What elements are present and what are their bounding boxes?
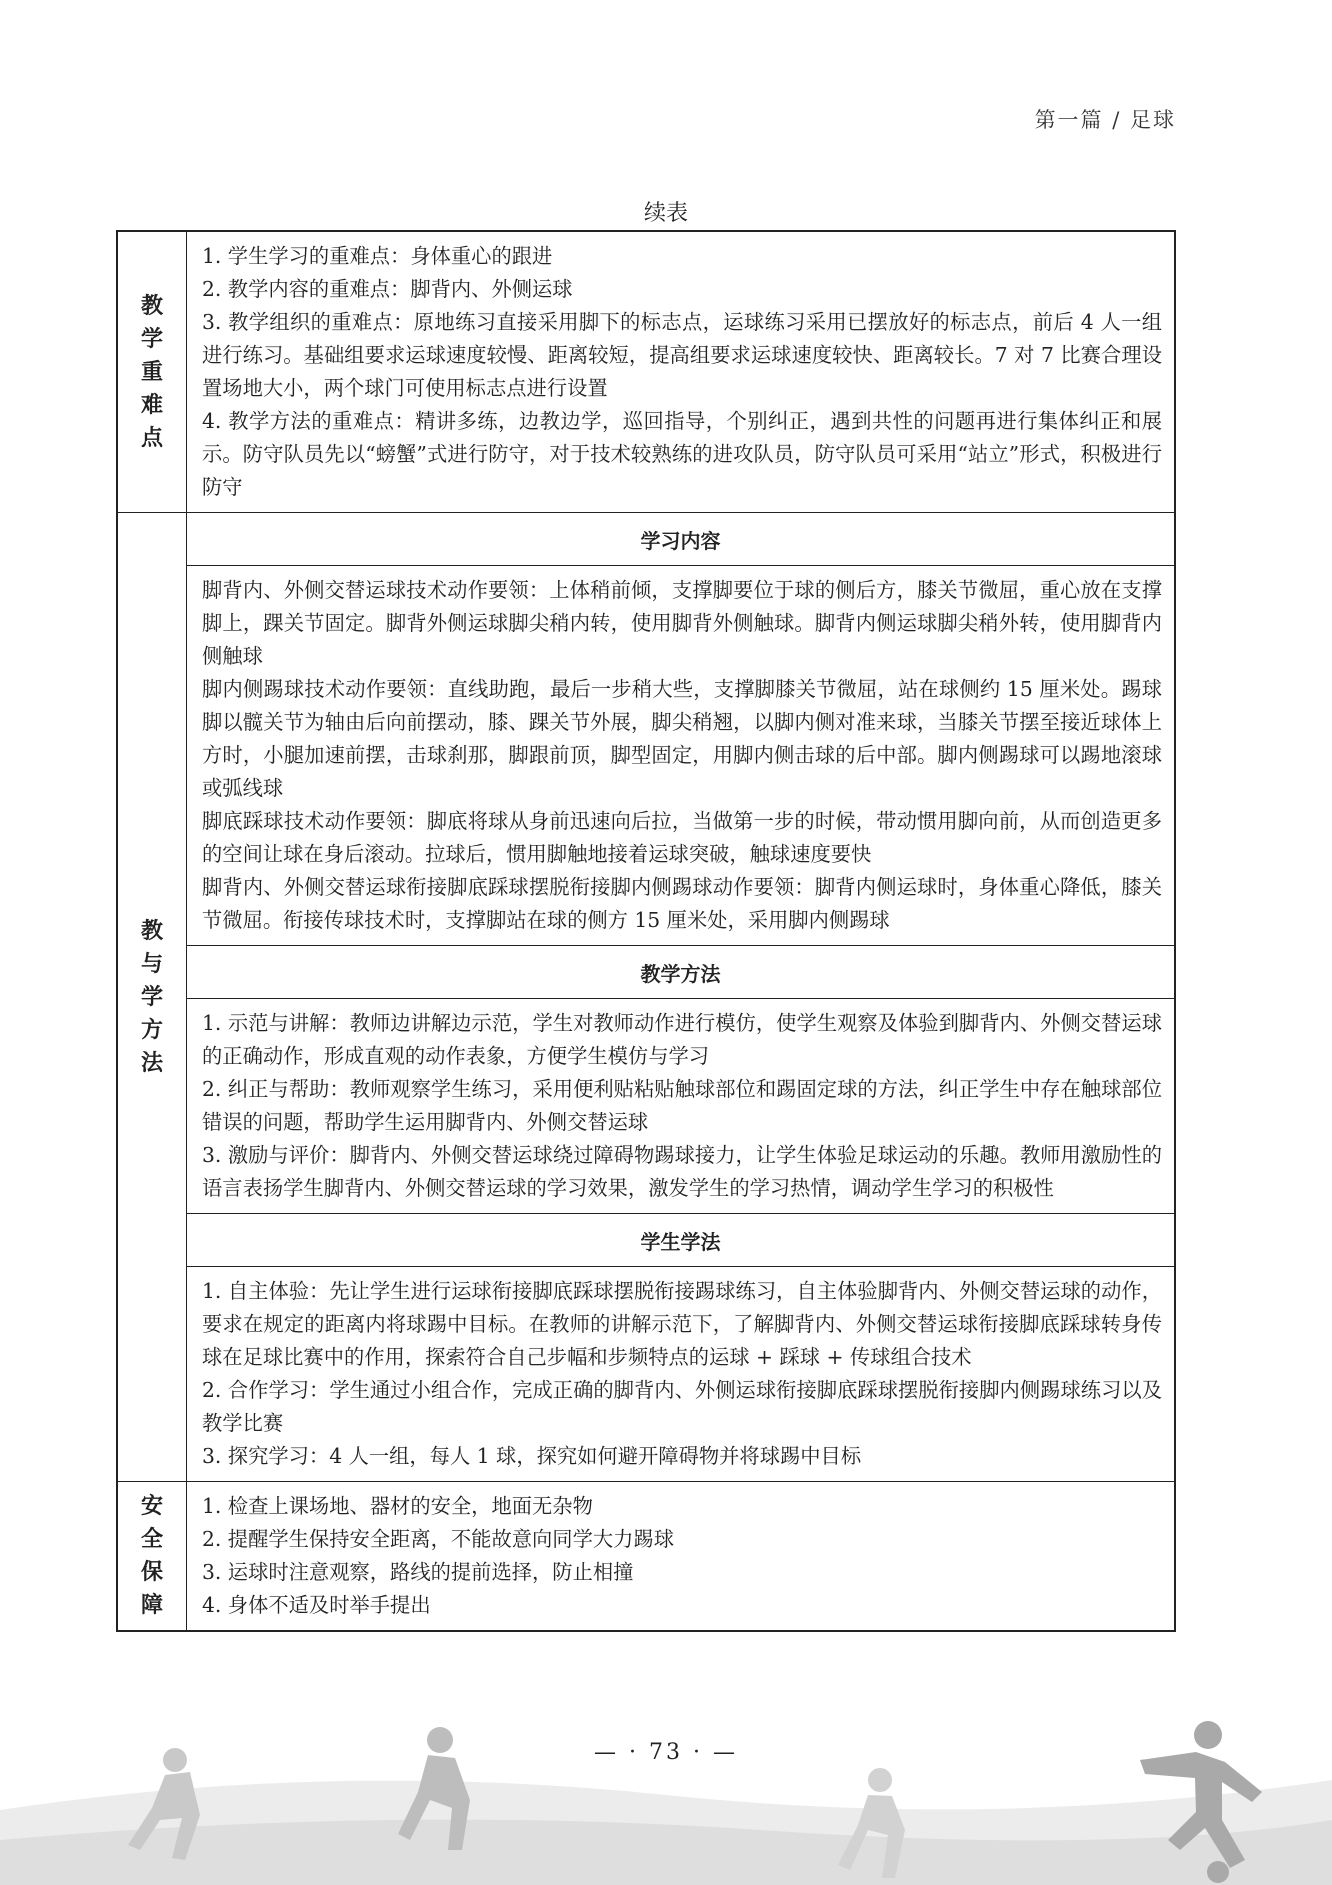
student-method-row <box>117 1267 1175 1482</box>
label-char: 重 <box>140 359 163 385</box>
methods-subhead-row <box>117 513 1175 566</box>
learning-content-row <box>117 566 1175 946</box>
label-char: 学 <box>140 984 163 1010</box>
text-line: 3. 探究学习：4 人一组，每人 1 球，探究如何避开障碍物并将球踢中目标 <box>202 1444 862 1468</box>
running-head: 第一篇 / 足球 <box>1034 108 1176 132</box>
text-line: 1. 示范与讲解：教师边讲解边示范，学生对教师动作进行模仿，使学生观察及体验到脚背内、外侧交替运球的正确动作，形成直观的动作表象，方便学生模仿与学习 <box>202 1011 1162 1068</box>
text-line: 脚底踩球技术动作要领：脚底将球从身前迅速向后拉，当做第一步的时候，带动惯用脚向前，从而创造更多的空间让球在身后滚动。拉球后，惯用脚触地接着运球突破，触球速度要快 <box>202 809 1162 866</box>
difficulty-content <box>187 231 1176 513</box>
teaching-method-row <box>117 999 1175 1214</box>
label-char: 与 <box>140 951 163 977</box>
text-line: 1. 自主体验：先让学生进行运球衔接脚底踩球摆脱衔接踢球练习，自主体验脚背内、外侧交替运球的动作，要求在规定的距离内将球踢中目标。在教师的讲解示范下，了解脚背内、外侧交替运球衔接脚底踩球转身传球在足球比赛中的作用，探索符合自己步幅和步频特点的运球 + 踩球 + 传球组合技术 <box>202 1279 1162 1369</box>
label-char: 障 <box>140 1593 163 1618</box>
student-method-subhead-row <box>117 1214 1175 1267</box>
text-line: 2. 纠正与帮助：教师观察学生练习，采用便利贴粘贴触球部位和踢固定球的方法，纠正学生中存在触球部位错误的问题，帮助学生运用脚背内、外侧交替运球 <box>202 1077 1162 1134</box>
label-char: 难 <box>140 392 163 418</box>
label-char: 教 <box>140 293 163 319</box>
methods-label <box>117 513 187 1482</box>
text-line: 2. 合作学习：学生通过小组合作，完成正确的脚背内、外侧运球衔接脚底踩球摆脱衔接脚内侧踢球练习以及教学比赛 <box>202 1378 1162 1435</box>
text-line: 脚内侧踢球技术动作要领：直线助跑，最后一步稍大些，支撑脚膝关节微屈，站在球侧约 15 厘米处。踢球脚以髋关节为轴由后向前摆动，膝、踝关节外展，脚尖稍翘，以脚内侧对准来球，当膝关节摆至接近球体上方时，小腿加速前摆，击球刹那，脚跟前顶，脚型固定，用脚内侧击球的后中部。脚内侧踢球可以踢地滚球或弧线球 <box>202 677 1162 800</box>
label-char: 保 <box>140 1560 163 1585</box>
text-line: 2. 提醒学生保持安全距离，不能故意向同学大力踢球 <box>202 1527 674 1551</box>
safety-content <box>187 1482 1176 1632</box>
label-char: 教 <box>140 918 163 944</box>
lesson-table <box>116 230 1176 1632</box>
text-line: 2. 教学内容的重难点：脚背内、外侧运球 <box>202 277 573 301</box>
text-line: 3. 教学组织的重难点：原地练习直接采用脚下的标志点，运球练习采用已摆放好的标志点，前后 4 人一组进行练习。基础组要求运球速度较慢、距离较短，提高组要求运球速度较快、距离较长。7 对 7 比赛合理设置场地大小，两个球门可使用标志点进行设置 <box>202 310 1162 400</box>
difficulty-label <box>117 231 187 513</box>
label-char: 方 <box>140 1017 163 1043</box>
student-method-heading: 学生学法 <box>187 1214 1176 1267</box>
text-line: 4. 教学方法的重难点：精讲多练，边教边学，巡回指导，个别纠正，遇到共性的问题再进行集体纠正和展示。防守队员先以“螃蟹”式进行防守，对于技术较熟练的进攻队员，防守队员可采用“站立”形式，积极进行防守 <box>202 409 1162 499</box>
difficulty-row <box>117 231 1175 513</box>
text-line: 1. 检查上课场地、器材的安全，地面无杂物 <box>202 1494 593 1518</box>
text-line: 3. 激励与评价：脚背内、外侧交替运球绕过障碍物踢球接力，让学生体验足球运动的乐趣。教师用激励性的语言表扬学生脚背内、外侧交替运球的学习效果，激发学生的学习热情，调动学生学习的积极性 <box>202 1143 1162 1200</box>
label-char: 全 <box>140 1527 163 1552</box>
text-line: 脚背内、外侧交替运球衔接脚底踩球摆脱衔接脚内侧踢球动作要领：脚背内侧运球时，身体重心降低，膝关节微屈。衔接传球技术时，支撑脚站在球的侧方 15 厘米处，采用脚内侧踢球 <box>202 875 1162 932</box>
text-line: 4. 身体不适及时举手提出 <box>202 1593 431 1617</box>
page-number: — · 73 · — <box>594 1740 738 1765</box>
label-char: 学 <box>140 326 163 352</box>
safety-label <box>117 1482 187 1632</box>
label-char: 点 <box>140 425 163 451</box>
learning-content-heading: 学习内容 <box>187 513 1176 566</box>
label-char: 安 <box>140 1494 163 1519</box>
teaching-method-subhead-row <box>117 946 1175 999</box>
label-char: 法 <box>140 1050 163 1076</box>
table-caption: 续表 <box>643 201 688 226</box>
text-line: 3. 运球时注意观察，路线的提前选择，防止相撞 <box>202 1560 634 1584</box>
teaching-method-heading: 教学方法 <box>187 946 1176 999</box>
text-line: 脚背内、外侧交替运球技术动作要领：上体稍前倾，支撑脚要位于球的侧后方，膝关节微屈，重心放在支撑脚上，踝关节固定。脚背外侧运球脚尖稍内转，使用脚背外侧触球。脚背内侧运球脚尖稍外转，使用脚背内侧触球 <box>202 578 1162 668</box>
safety-row <box>117 1482 1175 1632</box>
text-line: 1. 学生学习的重难点：身体重心的跟进 <box>202 244 553 268</box>
learning-content <box>187 566 1176 946</box>
teaching-method-content <box>187 999 1176 1214</box>
footer-decoration <box>0 1700 1332 1885</box>
student-method-content <box>187 1267 1176 1482</box>
